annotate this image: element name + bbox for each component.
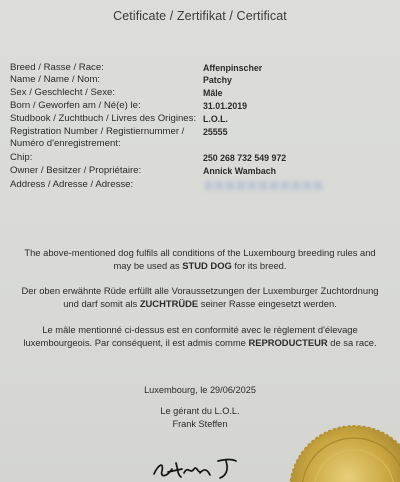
- place-date: Luxembourg, le 29/06/2025: [144, 385, 256, 395]
- field-value: Patchy: [203, 75, 232, 85]
- field-value: 31.01.2019: [203, 101, 248, 111]
- manager-name: Frank Steffen: [172, 419, 228, 429]
- field-label: Name / Name / Nom:: [10, 74, 101, 85]
- certificate-title: Cetificate / Zertifikat / Certificat: [113, 9, 287, 23]
- field-label: Breed / Rasse / Race:: [10, 62, 104, 73]
- paragraph-german: Der oben erwähnte Rüde erfüllt alle Voraussetzungen der Luxemburger Zuchtordnung und darf somit als ZUCHTRÜDE seiner Rasse eingesetzt werden.: [21, 285, 379, 309]
- stud-dog-emphasis: STUD DOG: [182, 260, 232, 271]
- manager-title: Le gérant du L.O.L.: [160, 406, 240, 416]
- field-label: Registration Number / Registiernummer /: [10, 126, 185, 137]
- redacted-address: [205, 181, 323, 190]
- handwritten-signature: [150, 447, 260, 482]
- paragraph-english: The above-mentioned dog fulfils all conditions of the Luxembourg breeding rules and may be used as STUD DOG for its breed.: [24, 247, 376, 271]
- zuchtruede-emphasis: ZUCHTRÜDE: [139, 298, 199, 309]
- field-label: Address / Adresse / Adresse:: [10, 179, 134, 190]
- reproducteur-emphasis: REPRODUCTEUR: [248, 337, 328, 348]
- field-value: L.O.L.: [203, 114, 228, 124]
- paragraph-french: Le mâle mentionné ci-dessus est en conformité avec le règlement d'élevage luxembourgeois. Par conséquent, il est admis comme REPRODUCTEUR de sa race.: [23, 324, 377, 348]
- field-label: Chip:: [10, 152, 33, 163]
- field-value: 250 268 732 549 972: [203, 153, 287, 163]
- field-value: 25555: [203, 127, 228, 137]
- field-label: Studbook / Zuchtbuch / Livres des Origines:: [10, 113, 197, 124]
- gold-seal-icon: [282, 420, 400, 482]
- field-value: Mâle: [203, 88, 223, 98]
- field-value: Affenpinscher: [203, 63, 263, 73]
- field-label: Sex / Geschlecht / Sexe:: [10, 87, 116, 98]
- field-label: Numéro d'enregistrement:: [10, 138, 121, 149]
- field-value: Annick Wambach: [203, 166, 276, 176]
- field-label: Owner / Besitzer / Propriétaire:: [10, 165, 142, 176]
- field-label: Born / Geworfen am / Né(e) le:: [10, 100, 141, 111]
